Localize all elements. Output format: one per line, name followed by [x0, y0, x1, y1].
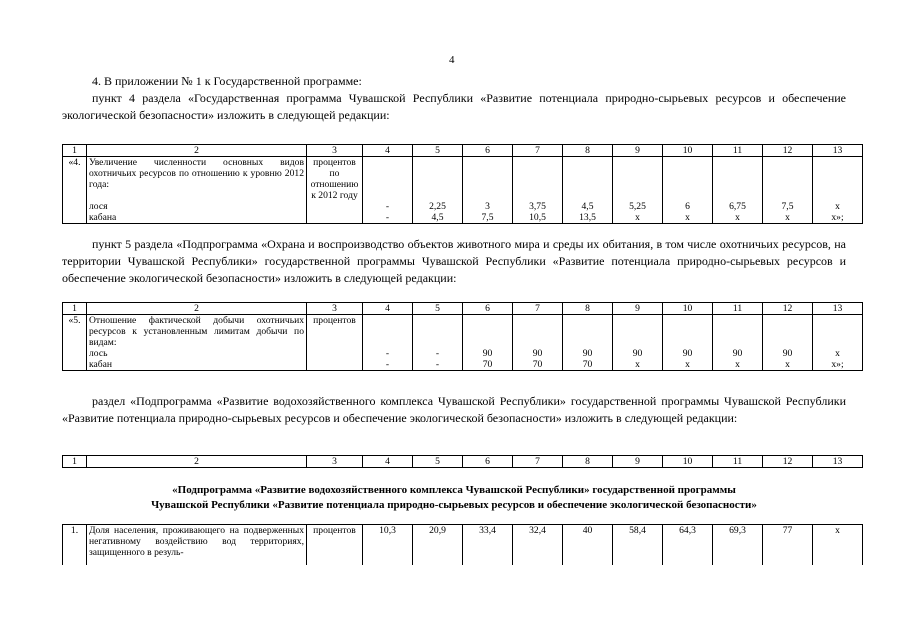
value-cell: 6: [663, 201, 713, 212]
table-row: [63, 359, 863, 371]
value-cell: -: [363, 212, 413, 224]
col-header: 1: [63, 145, 87, 157]
value-cell: -: [363, 201, 413, 212]
col-header: 10: [663, 145, 713, 157]
col-header: 4: [363, 303, 413, 315]
value-cell: 7,5: [763, 201, 813, 212]
col-header: 11: [713, 145, 763, 157]
page-number: 4: [449, 54, 455, 66]
value-cell: 70: [563, 359, 613, 371]
row-label: лось: [87, 348, 307, 359]
col-header: 4: [363, 145, 413, 157]
col-header: 13: [813, 145, 863, 157]
value-cell: 90: [563, 348, 613, 359]
table-water-indicators: [62, 524, 863, 565]
value-cell: 32,4: [513, 525, 563, 566]
value-cell: 70: [513, 359, 563, 371]
value-cell: х»;: [813, 212, 863, 224]
col-header: 2: [87, 303, 307, 315]
row-label: лося: [87, 201, 307, 212]
col-header: 7: [513, 145, 563, 157]
col-header: 13: [813, 303, 863, 315]
indicator-description: Отношение фактической добычи охотничьих ресурсов к установленным лимитам добычи по видам:: [87, 315, 307, 349]
value-cell: 4,5: [563, 201, 613, 212]
unit-cell: процентов: [307, 315, 363, 349]
value-cell: 69,3: [713, 525, 763, 566]
table-row: [63, 315, 863, 349]
value-cell: 20,9: [413, 525, 463, 566]
col-header: 12: [763, 303, 813, 315]
col-header: 3: [307, 456, 363, 468]
col-header: 11: [713, 303, 763, 315]
value-cell: -: [413, 359, 463, 371]
col-header: 8: [563, 456, 613, 468]
table-row: [63, 525, 863, 566]
col-header: 6: [463, 145, 513, 157]
col-header: 12: [763, 456, 813, 468]
col-header: 3: [307, 145, 363, 157]
col-header: 1: [63, 303, 87, 315]
col-header: 7: [513, 456, 563, 468]
col-header: 7: [513, 303, 563, 315]
value-cell: -: [363, 359, 413, 371]
value-cell: 58,4: [613, 525, 663, 566]
row-number: «4.: [63, 157, 87, 202]
unit-cell: процентов по отношению к 2012 году: [307, 157, 363, 202]
col-header: 12: [763, 145, 813, 157]
value-cell: 90: [713, 348, 763, 359]
col-header: 3: [307, 303, 363, 315]
subprogram-heading: [62, 483, 846, 513]
value-cell: х: [713, 212, 763, 224]
row-number: «5.: [63, 315, 87, 349]
table-row: [63, 201, 863, 212]
subprogram-heading-line: Чувашской Республики «Развитие потенциала природно-сырьевых ресурсов и обеспечение экологической безопасности»: [151, 499, 757, 511]
table-row: [63, 157, 863, 202]
value-cell: х: [813, 348, 863, 359]
value-cell: х: [613, 212, 663, 224]
row-label: кабана: [87, 212, 307, 224]
row-label: кабан: [87, 359, 307, 371]
item4-heading: 4. В приложении № 1 к Государственной программе:: [92, 74, 362, 88]
col-header: 9: [613, 303, 663, 315]
col-header: 13: [813, 456, 863, 468]
col-header: 9: [613, 456, 663, 468]
column-numbers-row: [63, 303, 863, 315]
table-item5: [62, 302, 863, 371]
unit-cell: процентов: [307, 525, 363, 566]
section-intro: [62, 73, 846, 124]
table-item4: [62, 144, 863, 224]
value-cell: 10,3: [363, 525, 413, 566]
col-header: 6: [463, 456, 513, 468]
row-number: 1.: [63, 525, 87, 566]
col-header: 4: [363, 456, 413, 468]
table-water-header: [62, 455, 863, 468]
col-header: 1: [63, 456, 87, 468]
col-header: 5: [413, 145, 463, 157]
water-section-text: раздел «Подпрограмма «Развитие водохозяйственного комплекса Чувашской Республики» государственной программы Чувашской Республики «Развитие потенциала природно-сырьевых ресурсов и обеспечение экологической безопасности» изложить в следующей редакции:: [62, 394, 846, 425]
value-cell: х: [713, 359, 763, 371]
value-cell: 6,75: [713, 201, 763, 212]
table-row: [63, 212, 863, 224]
value-cell: -: [363, 348, 413, 359]
value-cell: 90: [763, 348, 813, 359]
value-cell: 2,25: [413, 201, 463, 212]
value-cell: х: [663, 212, 713, 224]
col-header: 2: [87, 456, 307, 468]
column-numbers-row: [63, 145, 863, 157]
value-cell: 4,5: [413, 212, 463, 224]
value-cell: х»;: [813, 359, 863, 371]
item5-text: пункт 5 раздела «Подпрограмма «Охрана и воспроизводство объектов животного мира и среды их обитания, в том числе охотничьих ресурсов, на территории Чувашской Республики» государственной программы Чувашской Республики «Развитие потенциала природно-сырьевых ресурсов и обеспечение экологической безопасности» изложить в следующей редакции:: [62, 237, 846, 285]
value-cell: 90: [513, 348, 563, 359]
col-header: 11: [713, 456, 763, 468]
col-header: 2: [87, 145, 307, 157]
value-cell: х: [763, 212, 813, 224]
value-cell: 70: [463, 359, 513, 371]
value-cell: х: [763, 359, 813, 371]
value-cell: 3,75: [513, 201, 563, 212]
column-numbers-row: [63, 456, 863, 468]
indicator-description: Увеличение численности основных видов охотничьих ресурсов по отношению к уровню 2012 года:: [87, 157, 307, 202]
value-cell: 90: [463, 348, 513, 359]
subprogram-heading-line: «Подпрограмма «Развитие водохозяйственного комплекса Чувашской Республики» государственной программы: [172, 484, 736, 496]
col-header: 8: [563, 303, 613, 315]
value-cell: х: [613, 359, 663, 371]
value-cell: -: [413, 348, 463, 359]
value-cell: 90: [613, 348, 663, 359]
value-cell: 40: [563, 525, 613, 566]
item4-text: пункт 4 раздела «Государственная программа Чувашской Республики «Развитие потенциала природно-сырьевых ресурсов и обеспечение экологической безопасности» изложить в следующей редакции:: [62, 91, 846, 122]
value-cell: 7,5: [463, 212, 513, 224]
col-header: 8: [563, 145, 613, 157]
value-cell: х: [813, 525, 863, 566]
col-header: 5: [413, 303, 463, 315]
value-cell: х: [663, 359, 713, 371]
value-cell: 77: [763, 525, 813, 566]
col-header: 9: [613, 145, 663, 157]
col-header: 10: [663, 303, 713, 315]
value-cell: 13,5: [563, 212, 613, 224]
col-header: 10: [663, 456, 713, 468]
value-cell: 5,25: [613, 201, 663, 212]
value-cell: 64,3: [663, 525, 713, 566]
value-cell: 3: [463, 201, 513, 212]
value-cell: х: [813, 201, 863, 212]
indicator-description: Доля населения, проживающего на подверженных негативному воздействию вод территориях, защищенного в резуль-: [87, 525, 307, 566]
col-header: 5: [413, 456, 463, 468]
value-cell: 90: [663, 348, 713, 359]
value-cell: 33,4: [463, 525, 513, 566]
table-row: [63, 348, 863, 359]
col-header: 6: [463, 303, 513, 315]
value-cell: 10,5: [513, 212, 563, 224]
